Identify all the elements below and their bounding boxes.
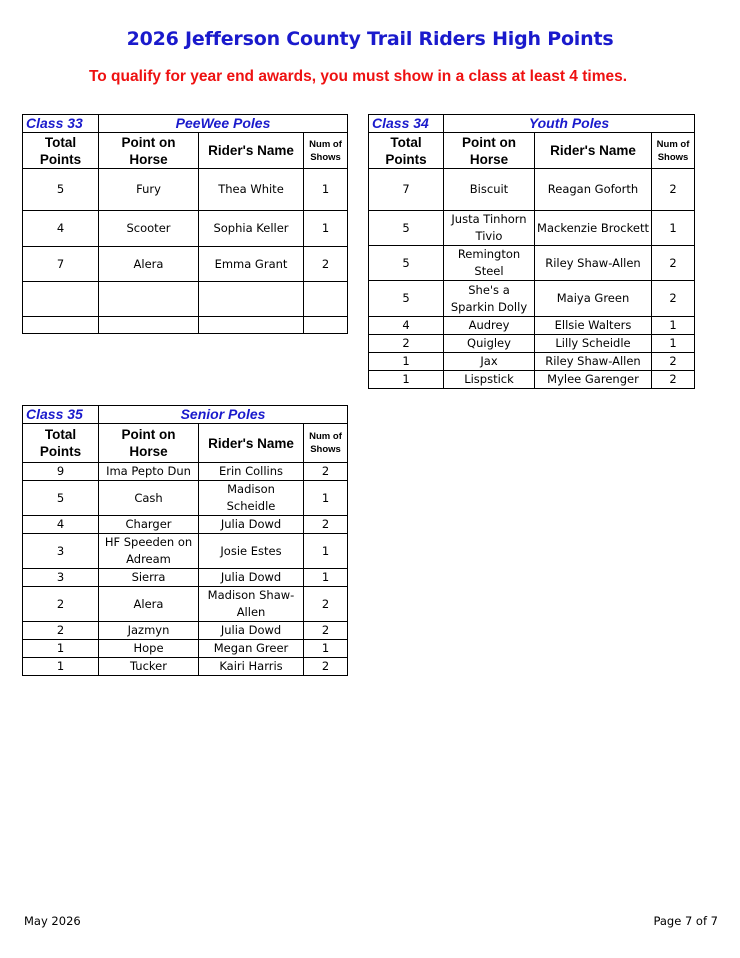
rider-cell: Madison Shaw-Allen [199, 587, 304, 622]
header-total-points: Total Points [369, 133, 444, 169]
total-points-cell: 1 [23, 658, 99, 676]
header-num-of-shows: Num of Shows [304, 133, 348, 169]
total-points-cell: 2 [23, 587, 99, 622]
table-row [23, 481, 348, 516]
total-points-cell [23, 317, 99, 334]
horse-cell: Charger [99, 516, 199, 534]
horse-cell: Jax [444, 353, 535, 371]
total-points-cell: 5 [23, 481, 99, 516]
table-row [369, 371, 695, 389]
num-shows-cell: 1 [304, 211, 348, 247]
rider-cell: Kairi Harris [199, 658, 304, 676]
rider-cell: Sophia Keller [199, 211, 304, 247]
total-points-cell: 4 [23, 211, 99, 247]
table-row [23, 622, 348, 640]
table-row [369, 281, 695, 317]
rider-cell: Maiya Green [535, 281, 652, 317]
table-row [23, 169, 348, 211]
num-shows-cell: 1 [304, 481, 348, 516]
num-shows-cell: 2 [652, 371, 695, 389]
header-riders-name: Rider's Name [199, 133, 304, 169]
header-num-of-shows: Num of Shows [304, 424, 348, 463]
table-row [23, 247, 348, 282]
horse-cell: HF Speeden on Adream [99, 534, 199, 569]
rider-cell: Riley Shaw-Allen [535, 246, 652, 281]
table-row [23, 534, 348, 569]
header-num-of-shows: Num of Shows [652, 133, 695, 169]
horse-cell: Justa Tinhorn Tivio [444, 211, 535, 246]
class-number: Class 35 [23, 406, 99, 424]
horse-cell: Cash [99, 481, 199, 516]
horse-cell: Ima Pepto Dun [99, 463, 199, 481]
num-shows-cell: 1 [304, 534, 348, 569]
total-points-cell: 5 [369, 211, 444, 246]
table-row [23, 317, 348, 334]
horse-cell: Audrey [444, 317, 535, 335]
total-points-cell: 7 [369, 169, 444, 211]
horse-cell: Tucker [99, 658, 199, 676]
total-points-cell: 5 [23, 169, 99, 211]
header-total-points: Total Points [23, 424, 99, 463]
total-points-cell: 5 [369, 246, 444, 281]
footer-page-number: Page 7 of 7 [653, 914, 718, 928]
class-34-table [368, 114, 695, 389]
table-row [23, 282, 348, 317]
rider-cell: Erin Collins [199, 463, 304, 481]
class-name: Youth Poles [444, 115, 695, 133]
num-shows-cell: 2 [304, 622, 348, 640]
num-shows-cell: 1 [304, 569, 348, 587]
num-shows-cell: 2 [304, 247, 348, 282]
num-shows-cell: 2 [652, 169, 695, 211]
num-shows-cell: 1 [652, 211, 695, 246]
class-name: Senior Poles [99, 406, 348, 424]
table-row [369, 335, 695, 353]
rider-cell: Reagan Goforth [535, 169, 652, 211]
horse-cell: Hope [99, 640, 199, 658]
rider-cell: Julia Dowd [199, 622, 304, 640]
page-title: 2026 Jefferson County Trail Riders High Points [126, 28, 614, 50]
rider-cell: Riley Shaw-Allen [535, 353, 652, 371]
num-shows-cell [304, 282, 348, 317]
class-33-rows [23, 169, 348, 334]
total-points-cell: 3 [23, 534, 99, 569]
num-shows-cell: 1 [652, 335, 695, 353]
rider-cell: Julia Dowd [199, 516, 304, 534]
num-shows-cell: 2 [652, 353, 695, 371]
num-shows-cell: 2 [652, 246, 695, 281]
class-34-rows [369, 169, 695, 389]
total-points-cell: 3 [23, 569, 99, 587]
table-row [23, 569, 348, 587]
rider-cell: Julia Dowd [199, 569, 304, 587]
table-row [369, 317, 695, 335]
total-points-cell: 1 [369, 371, 444, 389]
total-points-cell: 4 [23, 516, 99, 534]
rider-cell: Mackenzie Brockett [535, 211, 652, 246]
footer-date: May 2026 [24, 914, 81, 928]
table-row [23, 640, 348, 658]
table-row [369, 246, 695, 281]
rider-cell: Mylee Garenger [535, 371, 652, 389]
horse-cell: Scooter [99, 211, 199, 247]
num-shows-cell: 2 [304, 463, 348, 481]
rider-cell: Thea White [199, 169, 304, 211]
horse-cell: Remington Steel [444, 246, 535, 281]
class-number: Class 33 [23, 115, 99, 133]
total-points-cell: 2 [369, 335, 444, 353]
header-point-on-horse: Point on Horse [444, 133, 535, 169]
num-shows-cell: 2 [304, 587, 348, 622]
horse-cell: Quigley [444, 335, 535, 353]
qualification-notice: To qualify for year end awards, you must show in a class at least 4 times. [88, 68, 628, 85]
header-total-points: Total Points [23, 133, 99, 169]
horse-cell [99, 317, 199, 334]
horse-cell: Lispstick [444, 371, 535, 389]
horse-cell: Biscuit [444, 169, 535, 211]
table-row [23, 658, 348, 676]
table-row [369, 169, 695, 211]
class-number: Class 34 [369, 115, 444, 133]
rider-cell: Emma Grant [199, 247, 304, 282]
rider-cell: Ellsie Walters [535, 317, 652, 335]
rider-cell: Josie Estes [199, 534, 304, 569]
class-name: PeeWee Poles [99, 115, 348, 133]
rider-cell: Madison Scheidle [199, 481, 304, 516]
table-row [23, 516, 348, 534]
table-row [23, 463, 348, 481]
header-riders-name: Rider's Name [535, 133, 652, 169]
num-shows-cell: 2 [652, 281, 695, 317]
total-points-cell: 2 [23, 622, 99, 640]
total-points-cell: 1 [23, 640, 99, 658]
rider-cell [199, 317, 304, 334]
class-33-table [22, 114, 348, 334]
rider-cell: Megan Greer [199, 640, 304, 658]
num-shows-cell: 1 [304, 169, 348, 211]
total-points-cell: 5 [369, 281, 444, 317]
horse-cell: Fury [99, 169, 199, 211]
rider-cell [199, 282, 304, 317]
total-points-cell: 4 [369, 317, 444, 335]
horse-cell: She's a Sparkin Dolly [444, 281, 535, 317]
horse-cell: Alera [99, 247, 199, 282]
table-row [23, 211, 348, 247]
class-35-table [22, 405, 348, 676]
table-row [23, 587, 348, 622]
table-row [369, 353, 695, 371]
rider-cell: Lilly Scheidle [535, 335, 652, 353]
table-row [369, 211, 695, 246]
horse-cell: Sierra [99, 569, 199, 587]
num-shows-cell: 1 [652, 317, 695, 335]
num-shows-cell [304, 317, 348, 334]
header-point-on-horse: Point on Horse [99, 133, 199, 169]
header-riders-name: Rider's Name [199, 424, 304, 463]
total-points-cell: 7 [23, 247, 99, 282]
total-points-cell [23, 282, 99, 317]
class-35-rows [23, 463, 348, 676]
header-point-on-horse: Point on Horse [99, 424, 199, 463]
horse-cell: Alera [99, 587, 199, 622]
total-points-cell: 1 [369, 353, 444, 371]
num-shows-cell: 2 [304, 658, 348, 676]
horse-cell [99, 282, 199, 317]
num-shows-cell: 2 [304, 516, 348, 534]
num-shows-cell: 1 [304, 640, 348, 658]
total-points-cell: 9 [23, 463, 99, 481]
horse-cell: Jazmyn [99, 622, 199, 640]
